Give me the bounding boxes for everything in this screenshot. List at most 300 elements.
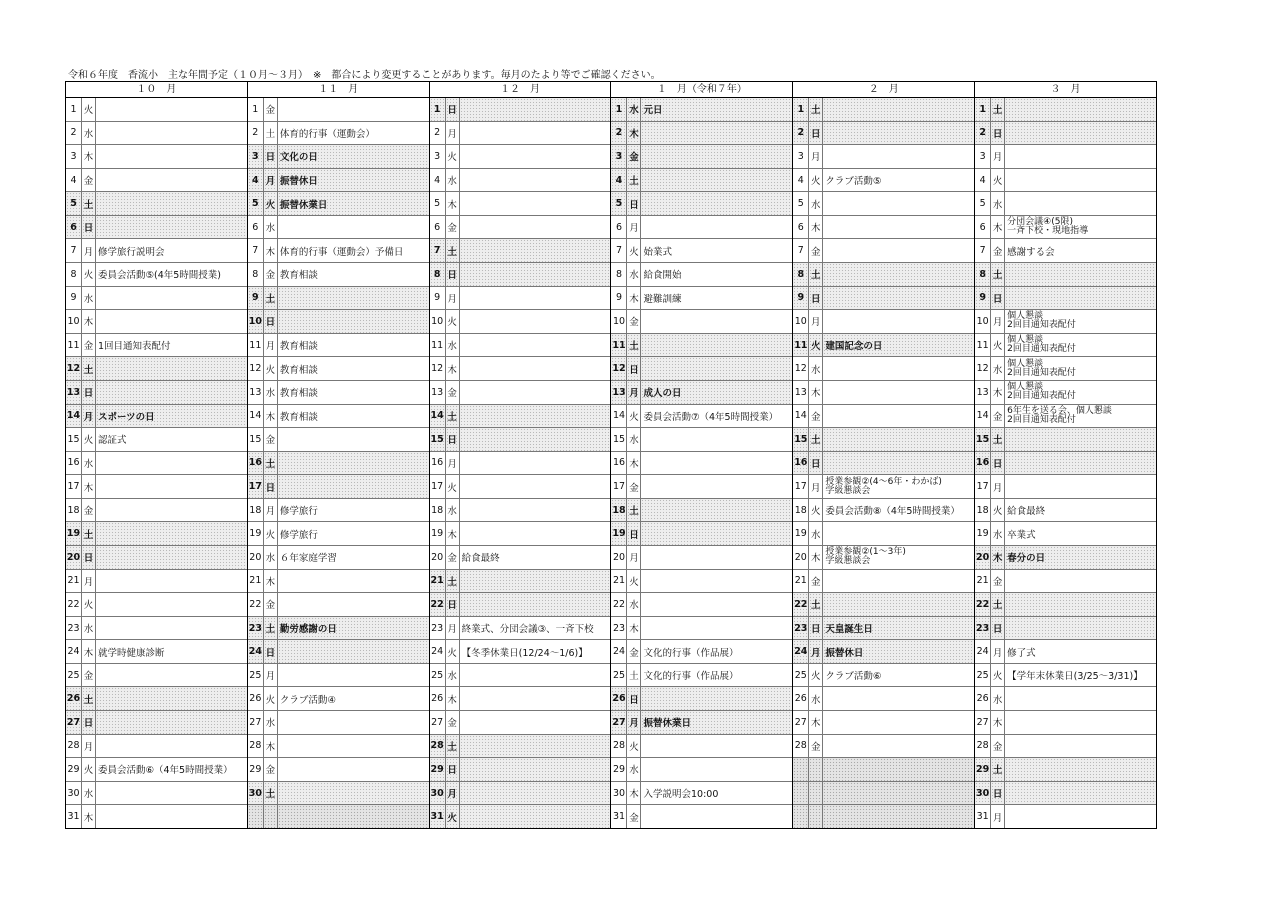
day-number: 20: [430, 546, 446, 569]
day-number: [793, 782, 809, 805]
event-text: [96, 287, 247, 310]
weekday: 水: [264, 216, 278, 239]
event-line-1: 個人懇談: [1007, 311, 1044, 322]
event-text: [641, 310, 792, 333]
event-text: 成人の日: [641, 381, 792, 404]
weekday: 土: [82, 192, 96, 215]
day-number: 28: [66, 735, 82, 758]
event-text: [96, 711, 247, 734]
day-row: [611, 758, 792, 782]
event-text: スポーツの日: [96, 405, 247, 428]
event-text: 振替休業日: [641, 711, 792, 734]
weekday: 火: [82, 428, 96, 451]
day-number: 22: [975, 593, 991, 616]
day-row: [248, 687, 429, 711]
day-number: 28: [430, 735, 446, 758]
day-row: [611, 357, 792, 381]
event-text: [460, 475, 611, 498]
day-row: [430, 357, 611, 381]
event-line-1: 個人懇談: [1007, 335, 1044, 346]
event-text: [641, 192, 792, 215]
event-text: [641, 687, 792, 710]
day-row: [975, 570, 1156, 594]
day-number: 13: [248, 381, 264, 404]
day-number: 12: [66, 357, 82, 380]
event-text: [641, 475, 792, 498]
day-row: [66, 381, 247, 405]
weekday: 月: [446, 452, 460, 475]
weekday: 木: [809, 216, 823, 239]
event-text: [641, 735, 792, 758]
day-number: 27: [66, 711, 82, 734]
day-row: [66, 452, 247, 476]
event-text: 春分の日: [1005, 546, 1156, 569]
month-column: [611, 82, 793, 828]
day-number: 2: [248, 122, 264, 145]
event-text: [460, 805, 611, 828]
day-row: [248, 428, 429, 452]
day-row: [793, 169, 974, 193]
day-row: [430, 664, 611, 688]
event-text: 修学旅行: [279, 506, 318, 518]
weekday: 木: [809, 381, 823, 404]
day-row: [611, 428, 792, 452]
day-row: [611, 805, 792, 828]
event-text: クラブ活動④: [279, 694, 336, 706]
event-text: 教育相談: [279, 388, 318, 400]
day-row: [430, 405, 611, 429]
event-text: [823, 381, 974, 404]
weekday: 土: [264, 617, 278, 640]
day-number: [793, 758, 809, 781]
day-row: [66, 263, 247, 287]
event-text: [1005, 617, 1156, 640]
day-row: [793, 499, 974, 523]
day-number: 30: [248, 782, 264, 805]
weekday: 月: [809, 475, 823, 498]
day-number: 4: [611, 169, 627, 192]
event-text: [1005, 192, 1156, 215]
event-text: [278, 475, 429, 498]
event-text: [641, 145, 792, 168]
event-text: 体育的行事（運動会）予備日: [279, 246, 404, 258]
event-text: [460, 310, 611, 333]
weekday: 金: [991, 735, 1005, 758]
weekday: 木: [991, 216, 1005, 239]
day-number: 28: [975, 735, 991, 758]
day-number: 16: [66, 452, 82, 475]
day-number: 7: [793, 239, 809, 262]
day-number: 10: [430, 310, 446, 333]
event-text: [278, 758, 429, 781]
day-row: [975, 216, 1156, 240]
empty-day-row: [793, 805, 974, 828]
weekday: 金: [991, 405, 1005, 428]
event-text: 認証式: [98, 435, 127, 447]
day-row: [248, 640, 429, 664]
day-row: [975, 169, 1156, 193]
day-number: 24: [430, 640, 446, 663]
day-number: 8: [248, 263, 264, 286]
weekday: 日: [809, 452, 823, 475]
event-text: [823, 782, 974, 805]
event-text: [460, 334, 611, 357]
day-row: [975, 381, 1156, 405]
day-row: [975, 334, 1156, 358]
weekday: 土: [446, 735, 460, 758]
day-row: [66, 428, 247, 452]
weekday: 水: [264, 546, 278, 569]
day-number: 3: [975, 145, 991, 168]
day-row: [975, 405, 1156, 429]
day-row: [611, 546, 792, 570]
weekday: 月: [446, 122, 460, 145]
day-number: 13: [430, 381, 446, 404]
day-row: [975, 122, 1156, 146]
day-row: [248, 287, 429, 311]
event-text: [96, 98, 247, 121]
day-number: 1: [430, 98, 446, 121]
day-row: [793, 287, 974, 311]
event-line-2: 2回目通知表配付: [1007, 367, 1076, 378]
weekday: 月: [991, 310, 1005, 333]
day-number: 22: [430, 593, 446, 616]
day-number: 29: [975, 758, 991, 781]
day-row: [66, 239, 247, 263]
day-row: [611, 334, 792, 358]
day-row: [611, 287, 792, 311]
event-text: 文化的行事（作品展）: [643, 647, 739, 659]
day-number: 30: [66, 782, 82, 805]
day-number: 2: [975, 122, 991, 145]
day-number: 3: [430, 145, 446, 168]
event-text: [641, 593, 792, 616]
event-text: [460, 570, 611, 593]
day-row: [430, 192, 611, 216]
weekday: 木: [446, 192, 460, 215]
event-text: [823, 546, 974, 569]
event-text: [460, 499, 611, 522]
day-row: [611, 664, 792, 688]
day-row: [611, 711, 792, 735]
day-row: [975, 263, 1156, 287]
day-row: [975, 522, 1156, 546]
event-text: [278, 735, 429, 758]
day-row: [66, 758, 247, 782]
weekday: 日: [627, 687, 641, 710]
day-number: 10: [793, 310, 809, 333]
day-row: [248, 239, 429, 263]
day-row: [248, 98, 429, 122]
weekday: 土: [446, 570, 460, 593]
day-number: 27: [248, 711, 264, 734]
day-number: 25: [793, 664, 809, 687]
day-number: 3: [611, 145, 627, 168]
day-row: [248, 735, 429, 759]
month-header: ３ 月: [975, 82, 1156, 98]
day-row: [430, 593, 611, 617]
weekday: 月: [264, 664, 278, 687]
day-number: 7: [611, 239, 627, 262]
day-row: [430, 98, 611, 122]
weekday: 木: [82, 145, 96, 168]
weekday: 水: [809, 357, 823, 380]
weekday: 月: [82, 405, 96, 428]
day-number: 6: [793, 216, 809, 239]
day-number: 18: [611, 499, 627, 522]
weekday: 木: [82, 805, 96, 828]
weekday: 火: [627, 570, 641, 593]
day-number: 3: [248, 145, 264, 168]
day-row: [66, 475, 247, 499]
event-text: [460, 169, 611, 192]
day-number: 20: [611, 546, 627, 569]
event-text: [96, 192, 247, 215]
weekday: 日: [809, 287, 823, 310]
weekday: 日: [446, 263, 460, 286]
day-row: [66, 310, 247, 334]
day-row: [975, 782, 1156, 806]
day-number: 24: [793, 640, 809, 663]
day-row: [611, 145, 792, 169]
day-row: [793, 570, 974, 594]
weekday: [809, 782, 823, 805]
day-row: [611, 122, 792, 146]
day-number: 14: [611, 405, 627, 428]
weekday: 月: [82, 239, 96, 262]
day-number: 14: [66, 405, 82, 428]
day-number: 10: [975, 310, 991, 333]
day-number: 13: [975, 381, 991, 404]
day-row: [430, 239, 611, 263]
event-line-2: 2回目通知表配付: [1007, 414, 1076, 425]
day-number: 3: [66, 145, 82, 168]
day-row: [430, 169, 611, 193]
weekday: 日: [82, 381, 96, 404]
weekday: 土: [82, 687, 96, 710]
day-row: [611, 687, 792, 711]
event-line-2: 一斉下校・現地指導: [1007, 226, 1089, 237]
day-row: [793, 145, 974, 169]
day-number: 14: [793, 405, 809, 428]
weekday: 日: [991, 782, 1005, 805]
weekday: 金: [82, 664, 96, 687]
day-number: 20: [66, 546, 82, 569]
weekday: 火: [82, 263, 96, 286]
event-text: [96, 664, 247, 687]
weekday: 火: [809, 334, 823, 357]
weekday: 木: [264, 405, 278, 428]
day-number: 14: [975, 405, 991, 428]
day-row: [793, 405, 974, 429]
day-row: [66, 287, 247, 311]
month-header: １０ 月: [66, 82, 247, 98]
day-number: 2: [611, 122, 627, 145]
event-text: [1005, 405, 1156, 428]
day-number: 22: [793, 593, 809, 616]
event-text: 修了式: [1007, 647, 1036, 659]
event-text: 文化の日: [278, 145, 429, 168]
day-number: 12: [430, 357, 446, 380]
weekday: 日: [627, 357, 641, 380]
day-number: 21: [975, 570, 991, 593]
day-row: [793, 239, 974, 263]
day-number: 11: [430, 334, 446, 357]
day-row: [248, 475, 429, 499]
weekday: 水: [264, 381, 278, 404]
event-text: [460, 735, 611, 758]
event-text: [278, 782, 429, 805]
weekday: 金: [82, 499, 96, 522]
event-text: [96, 216, 247, 239]
day-number: 5: [793, 192, 809, 215]
day-row: [975, 805, 1156, 828]
weekday: 火: [809, 664, 823, 687]
event-text: [823, 570, 974, 593]
day-row: [248, 570, 429, 594]
event-text: [1005, 475, 1156, 498]
day-row: [66, 334, 247, 358]
event-text: [460, 522, 611, 545]
day-number: 17: [793, 475, 809, 498]
weekday: 火: [446, 640, 460, 663]
day-number: 23: [66, 617, 82, 640]
weekday: 水: [627, 263, 641, 286]
event-text: [641, 805, 792, 828]
day-number: 1: [66, 98, 82, 121]
event-text: 教育相談: [279, 270, 318, 282]
day-number: 16: [611, 452, 627, 475]
weekday: 月: [82, 735, 96, 758]
day-number: [793, 805, 809, 828]
day-number: 31: [611, 805, 627, 828]
day-number: 29: [611, 758, 627, 781]
day-number: 20: [248, 546, 264, 569]
weekday: 金: [991, 570, 1005, 593]
day-number: 27: [430, 711, 446, 734]
day-row: [248, 711, 429, 735]
event-text: [823, 122, 974, 145]
day-number: 20: [793, 546, 809, 569]
day-row: [248, 522, 429, 546]
day-number: 24: [611, 640, 627, 663]
day-number: 28: [611, 735, 627, 758]
event-text: [1005, 263, 1156, 286]
weekday: 火: [82, 98, 96, 121]
event-line-2: 学級懇談会: [825, 485, 871, 496]
day-number: 31: [66, 805, 82, 828]
weekday: 木: [809, 546, 823, 569]
weekday: 土: [446, 405, 460, 428]
event-text: [460, 192, 611, 215]
event-text: [641, 546, 792, 569]
weekday: 日: [991, 617, 1005, 640]
day-row: [66, 546, 247, 570]
event-text: 振替休日: [823, 640, 974, 663]
month-header: ２ 月: [793, 82, 974, 98]
day-number: 4: [248, 169, 264, 192]
weekday: 日: [82, 546, 96, 569]
event-text: [1005, 169, 1156, 192]
event-text: [460, 263, 611, 286]
weekday: 火: [264, 522, 278, 545]
day-row: [793, 98, 974, 122]
event-text: [1005, 593, 1156, 616]
day-row: [430, 617, 611, 641]
day-row: [248, 169, 429, 193]
event-text: [278, 452, 429, 475]
weekday: 日: [264, 145, 278, 168]
event-text: [460, 239, 611, 262]
weekday: 金: [446, 381, 460, 404]
event-text: 天皇誕生日: [823, 617, 974, 640]
event-text: [460, 357, 611, 380]
day-number: 8: [66, 263, 82, 286]
event-text: 建国記念の日: [823, 334, 974, 357]
weekday: 火: [991, 664, 1005, 687]
event-text: [1005, 381, 1156, 404]
day-number: 9: [248, 287, 264, 310]
day-row: [248, 664, 429, 688]
day-number: 11: [248, 334, 264, 357]
event-text: クラブ活動⑤: [825, 176, 882, 188]
day-row: [975, 475, 1156, 499]
event-text: [641, 570, 792, 593]
day-number: 11: [66, 334, 82, 357]
weekday: 木: [627, 122, 641, 145]
event-text: [1005, 711, 1156, 734]
event-text: [823, 805, 974, 828]
event-text: [96, 122, 247, 145]
weekday: 月: [991, 640, 1005, 663]
weekday: 月: [627, 381, 641, 404]
event-text: [823, 428, 974, 451]
day-number: 9: [611, 287, 627, 310]
day-number: 21: [430, 570, 446, 593]
event-text: [96, 452, 247, 475]
day-row: [975, 145, 1156, 169]
day-number: 11: [611, 334, 627, 357]
day-row: [248, 546, 429, 570]
event-text: [823, 287, 974, 310]
weekday: 水: [82, 782, 96, 805]
day-row: [793, 428, 974, 452]
weekday: 火: [627, 405, 641, 428]
weekday: 火: [82, 593, 96, 616]
day-row: [66, 145, 247, 169]
event-text: [823, 593, 974, 616]
weekday: 土: [264, 122, 278, 145]
event-text: [823, 310, 974, 333]
day-row: [430, 310, 611, 334]
event-text: [1005, 122, 1156, 145]
weekday: [809, 805, 823, 828]
weekday: 木: [82, 475, 96, 498]
day-number: 25: [66, 664, 82, 687]
day-number: 28: [248, 735, 264, 758]
event-text: [460, 593, 611, 616]
weekday: 土: [991, 98, 1005, 121]
weekday: 土: [264, 782, 278, 805]
day-number: 5: [248, 192, 264, 215]
day-row: [975, 428, 1156, 452]
day-row: [793, 617, 974, 641]
weekday: 土: [809, 428, 823, 451]
event-text: [278, 287, 429, 310]
event-text: [641, 499, 792, 522]
day-number: 21: [611, 570, 627, 593]
event-text: [641, 216, 792, 239]
